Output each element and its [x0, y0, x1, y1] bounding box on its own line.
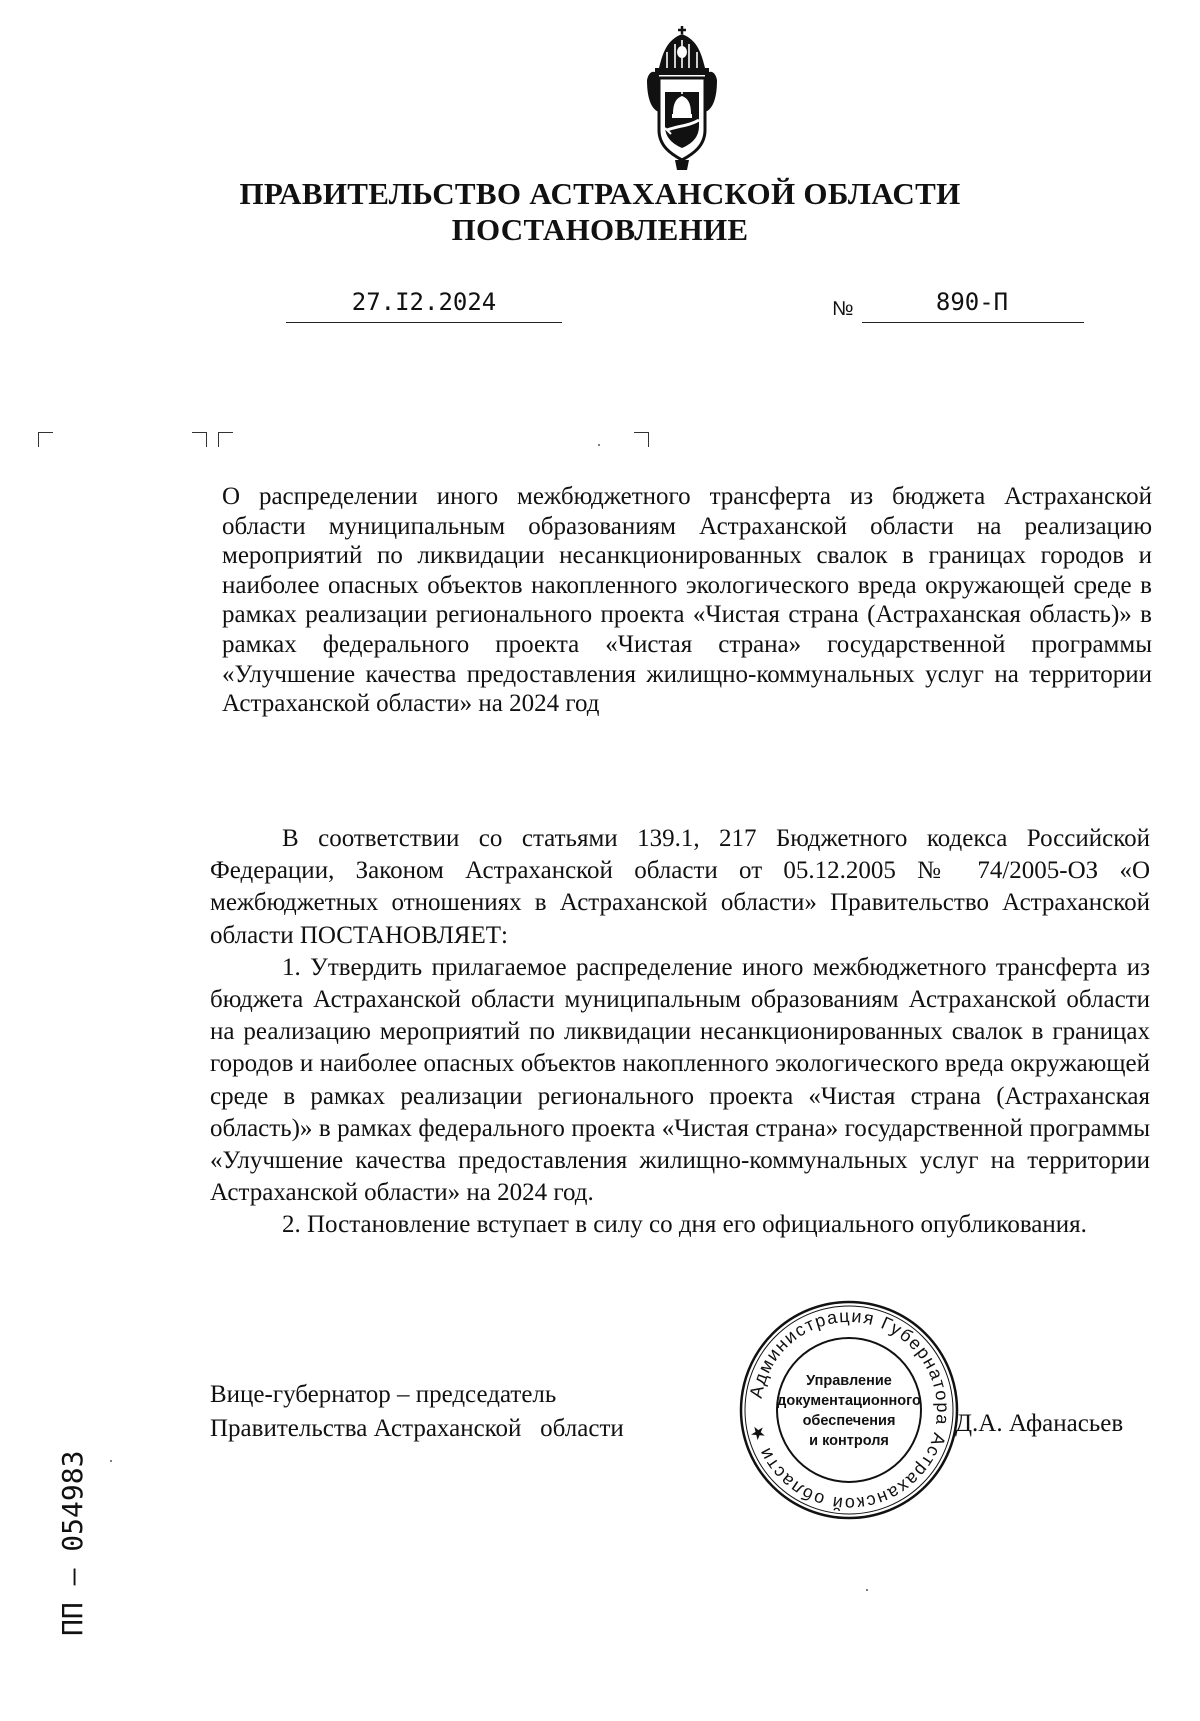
- item-1-paragraph: 1. Утвердить прилагаемое распределение иного межбюджетного трансферта из бюджета Астраханской области муниципальным образованиям Астраханской области на реализацию мероприятий по ликвидации несанкционированных свалок в границах городов и наиболее опасных объектов накопленного экологического вреда окружающей среде в рамках реализации регионального проекта «Чистая страна (Астраханская область)» в рамках федерального проекта «Чистая страна» государственной программы «Улучшение качества предоставления жилищно-коммунальных услуг на территории Астраханской области» на 2024 год.: [210, 953, 1150, 1207]
- stamp-line-2: документационного: [777, 1393, 921, 1409]
- coat-of-arms-icon: [637, 22, 727, 172]
- document-date: 27.I2.2024: [351, 288, 497, 316]
- scan-speck: [598, 444, 600, 446]
- document-type: ПОСТАНОВЛЕНИЕ: [451, 212, 749, 247]
- stamp-line-4: и контроля: [809, 1433, 889, 1449]
- corner-mark-left: [38, 432, 53, 447]
- number-sign: №: [832, 298, 854, 320]
- item-2-paragraph: 2. Постановление вступает в силу со дня его официального опубликования.: [282, 1211, 1087, 1239]
- number-underline: [862, 322, 1084, 323]
- signatory-position-line2: Правительства Астраханской области: [210, 1415, 624, 1442]
- corner-mark-right: [634, 432, 649, 447]
- stamp-line-1: Управление: [806, 1373, 892, 1389]
- date-underline: [286, 322, 562, 323]
- document-body: [210, 823, 1150, 1242]
- document-number: 890-П: [935, 288, 1009, 316]
- signatory-name: Д.А. Афанасьев: [955, 1410, 1124, 1437]
- preamble-paragraph: В соответствии со статьями 139.1, 217 Бюджетного кодекса Российской Федерации, Законом Астраханской области от 05.12.2005 № 74/2005-ОЗ «О межбюджетных отношениях в Астраханской области» Правительство Астраханской области ПОСТАНОВЛЯЕТ:: [210, 825, 1150, 949]
- signatory-position-line1: Вице-губернатор – председатель: [210, 1381, 557, 1408]
- scan-speck: [866, 1589, 868, 1591]
- official-stamp-icon: [738, 1299, 960, 1521]
- scan-speck: [110, 1460, 112, 1462]
- side-registration-code: [40, 1400, 100, 1640]
- government-title: ПРАВИТЕЛЬСТВО АСТРАХАНСКОЙ ОБЛАСТИ: [239, 176, 961, 211]
- signatory-position: [210, 1378, 624, 1446]
- corner-mark-mid-left: [218, 432, 233, 447]
- stamp-ring-text: Администрация Губернатора Астраханской области ★: [745, 1305, 954, 1515]
- corner-mark-mid-right: [192, 432, 207, 447]
- side-code-text: ПП – 054983: [56, 1450, 89, 1636]
- document-title: О распределении иного межбюджетного трансферта из бюджета Астраханской области муниципальным образованиям Астраханской области на реализацию мероприятий по ликвидации несанкционированных свалок в границах городов и наиболее опасных объектов накопленного экологического вреда окружающей среде в рамках реализации регионального проекта «Чистая страна (Астраханская область)» в рамках федерального проекта «Чистая страна» государственной программы «Улучшение качества предоставления жилищно-коммунальных услуг на территории Астраханской области» на 2024 год: [222, 483, 1152, 718]
- stamp-line-3: обеспечения: [802, 1413, 896, 1429]
